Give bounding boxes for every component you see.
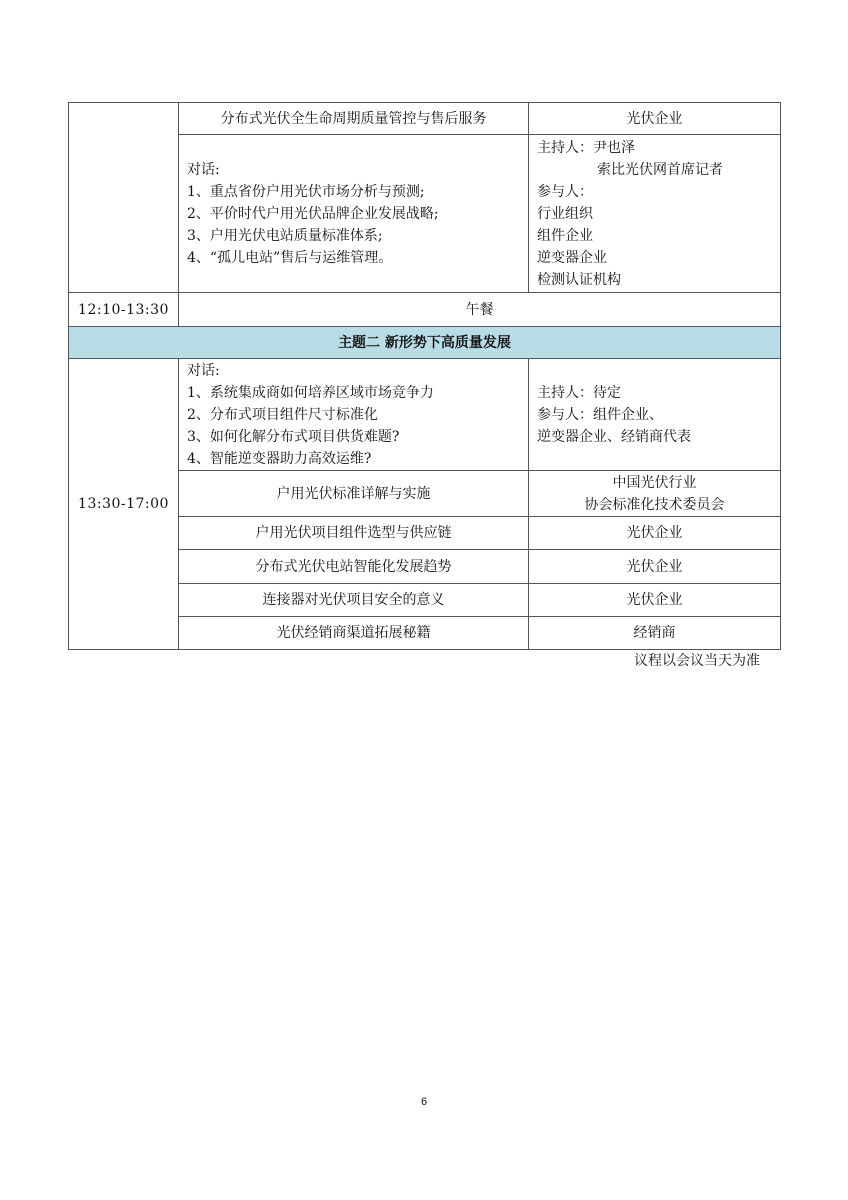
topic-line: 4、智能逆变器助力高效运维? [187, 450, 372, 467]
time-cell: 12:10-13:30 [69, 293, 179, 327]
topic-cell: 分布式光伏全生命周期质量管控与售后服务 [179, 103, 529, 135]
speaker-line: 参与人：组件企业、 [537, 406, 663, 423]
speaker-cell: 光伏企业 [529, 550, 781, 584]
speaker-cell: 光伏企业 [529, 517, 781, 550]
speaker-line: 索比光伏网首席记者 [597, 161, 723, 178]
speaker-line: 逆变器企业 [537, 249, 607, 266]
agenda-note: 议程以会议当天为准 [634, 653, 760, 669]
speaker-line: 参与人： [537, 183, 593, 200]
page-number: 6 [420, 1096, 428, 1108]
speaker-cell: 经销商 [529, 617, 781, 650]
topic-line: 对话: [187, 362, 220, 379]
lunch-cell: 午餐 [179, 293, 781, 327]
topic-line: 1、系统集成商如何培养区域市场竞争力 [187, 384, 434, 401]
speaker-cell: 光伏企业 [529, 103, 781, 135]
speaker-line: 行业组织 [537, 205, 593, 222]
theme-row [69, 327, 781, 359]
topic-cell: 连接器对光伏项目安全的意义 [179, 584, 529, 617]
table-row [69, 103, 781, 135]
speaker-line: 组件企业 [537, 227, 593, 244]
theme-title: 主题二 新形势下高质量发展 [69, 327, 781, 359]
speaker-line: 协会标准化技术委员会 [584, 496, 725, 513]
topic-cell: 户用光伏项目组件选型与供应链 [179, 517, 529, 550]
speaker-cell [529, 359, 781, 471]
speaker-cell [529, 135, 781, 293]
topic-line: 3、户用光伏电站质量标准体系; [187, 227, 383, 244]
topic-line: 4、“孤儿电站”售后与运维管理。 [187, 249, 393, 266]
agenda-table [68, 102, 781, 650]
topic-cell: 分布式光伏电站智能化发展趋势 [179, 550, 529, 584]
topic-cell [179, 359, 529, 471]
topic-cell: 户用光伏标准详解与实施 [179, 471, 529, 517]
table-row [69, 293, 781, 327]
topic-line: 1、重点省份户用光伏市场分析与预测; [187, 183, 425, 200]
topic-line: 对话: [187, 161, 220, 178]
speaker-line: 中国光伏行业 [612, 474, 697, 491]
time-cell-empty [69, 103, 179, 293]
speaker-line: 主持人：尹也泽 [537, 139, 635, 156]
topic-line: 2、分布式项目组件尺寸标准化 [187, 406, 378, 423]
speaker-line: 逆变器企业、经销商代表 [537, 428, 691, 445]
speaker-cell [529, 471, 781, 517]
table-row [69, 359, 781, 471]
topic-cell [179, 135, 529, 293]
topic-line: 2、平价时代户用光伏品牌企业发展战略; [187, 205, 439, 222]
speaker-line: 检测认证机构 [537, 271, 621, 288]
speaker-cell: 光伏企业 [529, 584, 781, 617]
topic-line: 3、如何化解分布式项目供货难题? [187, 428, 400, 445]
time-cell: 13:30-17:00 [69, 359, 179, 650]
topic-cell: 光伏经销商渠道拓展秘籍 [179, 617, 529, 650]
speaker-line: 主持人：待定 [537, 384, 621, 401]
